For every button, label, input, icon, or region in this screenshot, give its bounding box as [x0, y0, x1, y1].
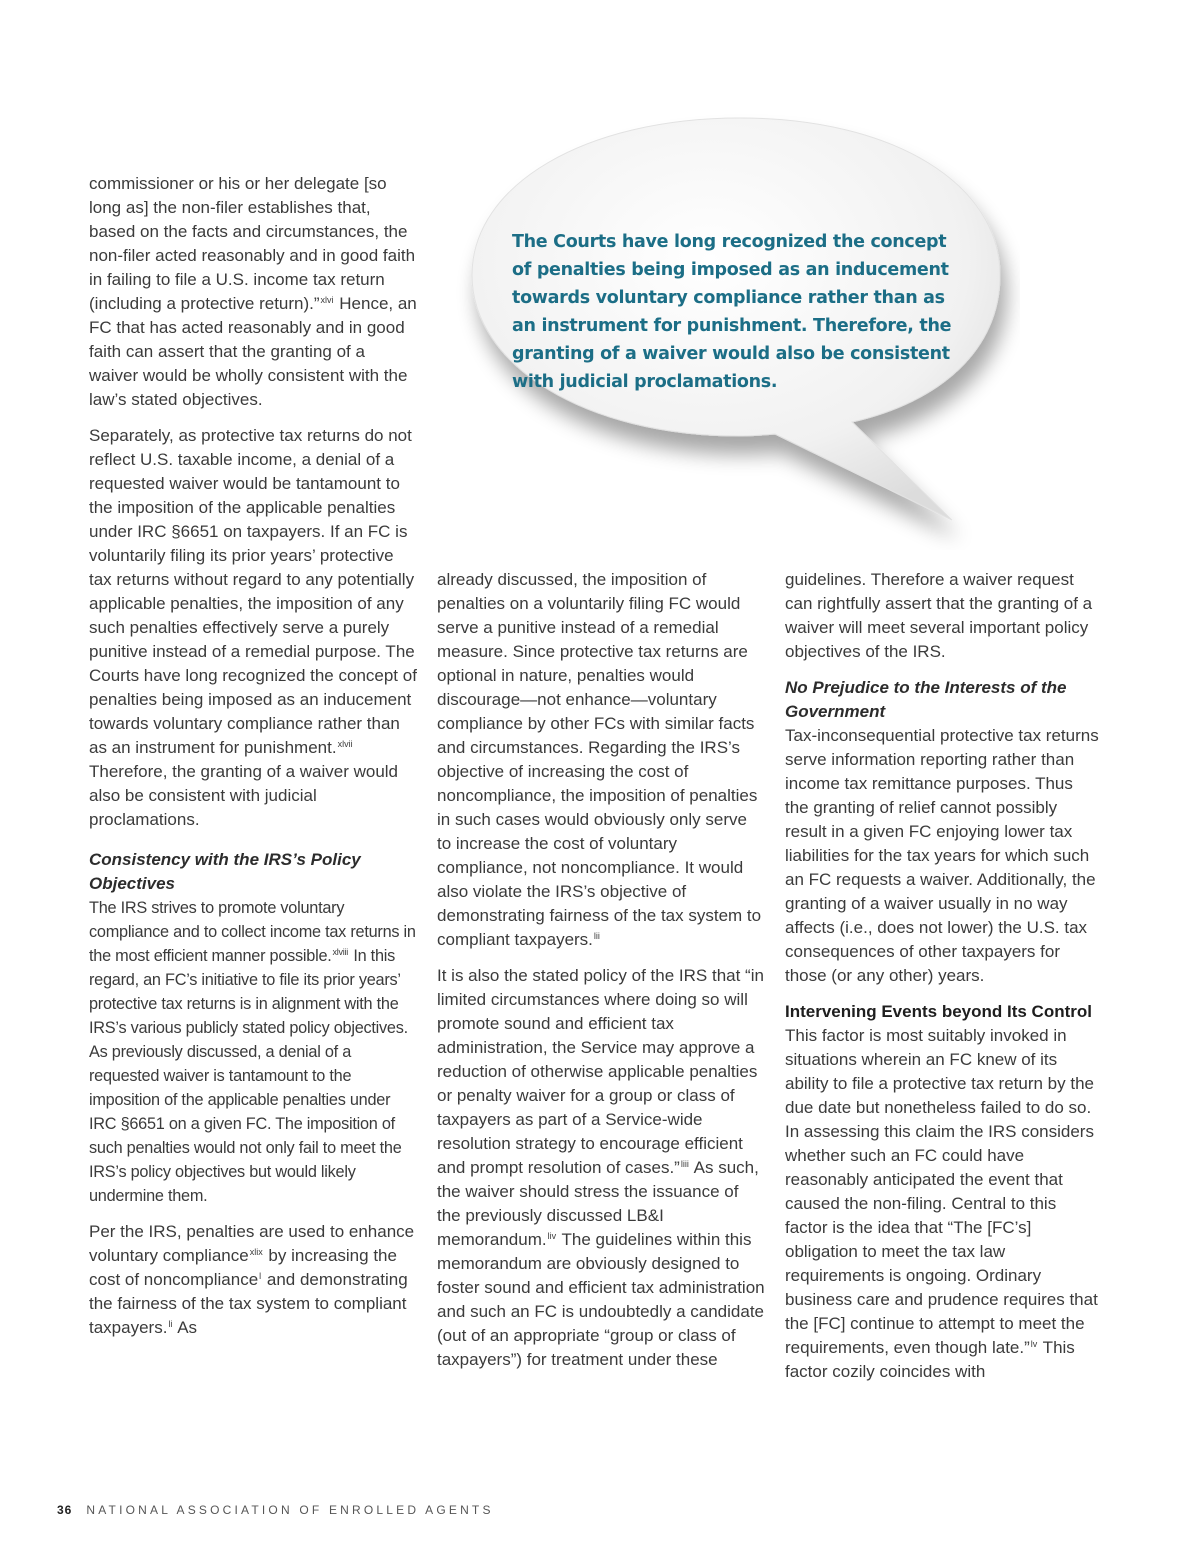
paragraph: already discussed, the imposition of penalties on a voluntarily filing FC would serve a punitive instead of a remedial measure. Since protective tax returns are optional in nature, penalties would discourage—not enhance—voluntary compliance by other FCs with similar facts and circumstances. Regarding the IRS’s objective of increasing the cost of noncompliance, the imposition of penalties in such cases would obviously only serve to increase the cost of voluntary compliance, not noncompliance. It would also violate the IRS’s objective of demonstrating fairness of the tax system to compliant taxpayers.$^{lii}$: [437, 570, 762, 949]
endnote-ref[interactable]: lii: [593, 931, 600, 941]
endnote-ref[interactable]: liii: [680, 1159, 689, 1169]
endnote-ref[interactable]: liv: [547, 1231, 557, 1241]
endnote-ref[interactable]: l: [259, 1271, 262, 1281]
paragraph: It is also the stated policy of the IRS that “in limited circumstances where doing so will promote sound and efficient tax administration, the Service may approve a reduction of otherwise applicable penalties or penalty waiver for a group or class of taxpayers as part of a Service-wide resolution strategy to encourage efficient and prompt resolution of cases.”$^{liii}$ As such, the waiver should stress the issuance of the previously discussed LB&I memorandum.$^{liv}$ The guidelines within this memorandum are obviously designed to foster sound and efficient tax administration and such an FC is undoubtedly a candidate (out of an appropriate “group or class of taxpayers”) for treatment under these: [437, 966, 765, 1369]
callout-quote: The Courts have long recognized the concept of penalties being imposed as an inducement towards voluntary compliance rather than as an instrument for punishment. Therefore, the granting of a waiver would also be consistent with judicial proclamations.: [512, 232, 952, 392]
paragraph: commissioner or his or her delegate [so long as] the non-filer establishes that, based on the facts and circumstances, the non-filer acted reasonably and in good faith in failing to file a U.S. income tax return (including a protective return).”$^{xlvi}$ Hence, an FC that has acted reasonably and in good faith can assert that the granting of a waiver would be wholly consistent with the law’s stated objectives.: [89, 174, 417, 409]
section-heading: Intervening Events beyond Its Control: [785, 1002, 1092, 1021]
paragraph: This factor is most suitably invoked in situations wherein an FC knew of its ability to file a protective tax return by the due date but nonetheless failed to do so. In assessing this claim the IRS considers whether such an FC could have reasonably anticipated the event that caused the non-filing. Central to this factor is the idea that “The [FC’s] obligation to meet the tax law requirements is ongoing. Ordinary business care and prudence requires that the [FC] continue to attempt to meet the requirements, even though late.”$^{lv}$ This factor cozily coincides with: [785, 1026, 1098, 1381]
column-2: [437, 568, 765, 1384]
endnote-ref[interactable]: xlvii: [337, 739, 353, 749]
paragraph: Separately, as protective tax returns do not reflect U.S. taxable income, a denial of a requested waiver would be tantamount to the imposition of the applicable penalties under IRC §6651 on taxpayers. If an FC is voluntarily filing its prior years’ protective tax returns without regard to any potentially applicable penalties, the imposition of any such penalties effectively serve a purely punitive instead of a remedial purpose. The Courts have long recognized the concept of penalties being imposed as an inducement towards voluntary compliance rather than as an instrument for punishment.$^{xlvii}$ Therefore, the granting of a waiver would also be consistent with judicial proclamations.: [89, 426, 417, 829]
column-3: [785, 568, 1100, 1396]
endnote-ref[interactable]: xlviii: [332, 947, 349, 957]
column-1: [89, 172, 417, 1352]
paragraph: guidelines. Therefore a waiver request can rightfully assert that the granting of a waiver will meet several important policy objectives of the IRS.: [785, 570, 1093, 661]
paragraph: Tax-inconsequential protective tax returns serve information reporting rather than income tax remittance purposes. Thus the granting of relief cannot possibly result in a given FC enjoying lower tax liabilities for the tax years for which such an FC requests a waiver. Additionally, the granting of a waiver usually in no way affects (i.e., does not lower) the U.S. tax consequences of other taxpayers for those (or any other) years.: [785, 726, 1099, 985]
endnote-ref[interactable]: li: [168, 1319, 173, 1329]
endnote-ref[interactable]: xlix: [249, 1247, 263, 1257]
paragraph: Per the IRS, penalties are used to enhance voluntary compliance$^{xlix}$ by increasing the cost of noncompliance$^l$ and demonstrating the fairness of the tax system to compliant taxpayers.$^{li}$ As: [89, 1222, 415, 1337]
section-heading: Consistency with the IRS’s Policy Objectives: [89, 850, 361, 893]
page-number: 36: [57, 1503, 73, 1517]
endnote-ref[interactable]: lv: [1030, 1339, 1038, 1349]
section-heading: No Prejudice to the Interests of the Government: [785, 678, 1067, 721]
page-footer: [57, 1503, 494, 1517]
publication-name: NATIONAL ASSOCIATION OF ENROLLED AGENTS: [86, 1503, 494, 1517]
paragraph: The IRS strives to promote voluntary compliance and to collect income tax returns in the most efficient manner possible.$^{xlviii}$ In this regard, an FC’s initiative to file its prior years’ protective tax returns is in alignment with the IRS’s various publicly stated policy objectives. As previously discussed, a denial of a requested waiver is tantamount to the imposition of the applicable penalties under IRC §6651 on a given FC. The imposition of such penalties would not only fail to meet the IRS’s policy objectives but would likely undermine them.: [89, 899, 416, 1205]
endnote-ref[interactable]: xlvi: [320, 295, 334, 305]
